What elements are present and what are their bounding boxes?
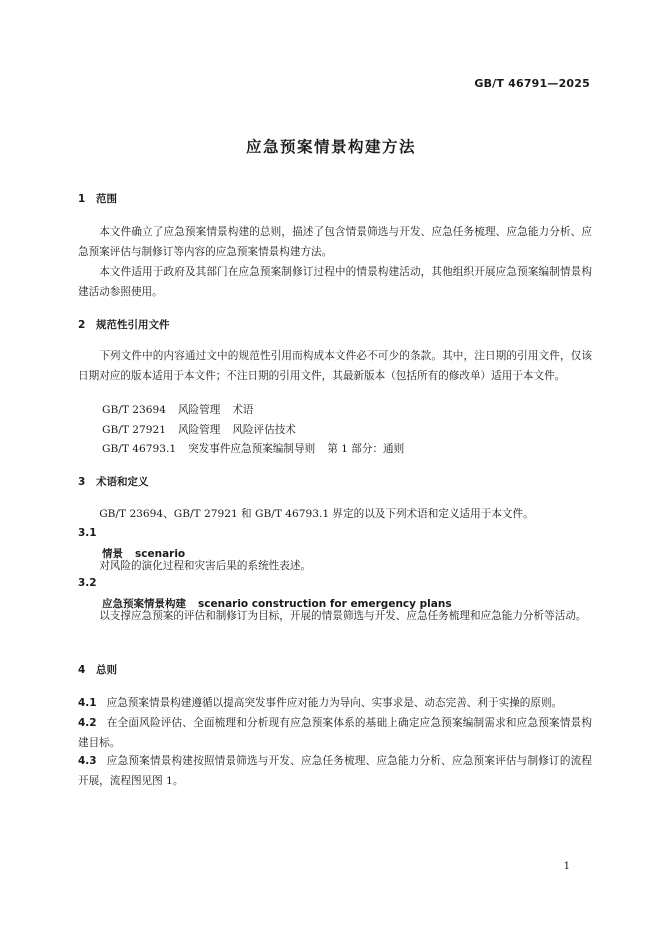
clause-4-3 [78, 751, 592, 791]
section-number: 2 [78, 319, 86, 331]
term-definition: 对风险的演化过程和灾害后果的系统性表述。 [99, 560, 312, 572]
term-definition: 以支撑应急预案的评估和制修订为目标，开展的情景筛选与开发、应急任务梳理和应急能力分析等活动。 [99, 610, 587, 622]
section-title: 术语和定义 [96, 476, 149, 488]
section-number: 1 [78, 193, 86, 205]
reference-title: 风险管理 [177, 404, 221, 416]
reference-title: 突发事件应急预案编制导则 [188, 443, 316, 455]
clause-text: 在全面风险评估、全面梳理和分析现有应急预案体系的基础上确定应急预案编制需求和应急预案情景构建目标。 [78, 717, 592, 749]
clause-4-1 [78, 693, 592, 713]
term-en: scenario [135, 548, 186, 560]
standard-code: GB/T 46791—2025 [474, 77, 590, 90]
reference-item [102, 441, 404, 456]
reference-item [102, 422, 296, 437]
clause-text: 应急预案情景构建遵循以提高突发事件应对能力为导向、实事求是、动态完善、利于实操的原则。 [106, 697, 563, 709]
clause-number: 4.3 [78, 755, 97, 767]
section-title: 范围 [96, 193, 117, 205]
reference-code: GB/T 46793.1 [102, 443, 177, 455]
section-3-heading [78, 474, 149, 489]
clause-4-2 [78, 713, 592, 753]
reference-item [102, 402, 254, 417]
reference-subtitle: 风险评估技术 [232, 424, 296, 436]
reference-code: GB/T 23694 [102, 404, 166, 416]
clause-number: 4.2 [78, 717, 97, 729]
term-en: scenario construction for emergency plans [198, 598, 452, 610]
document-title: 应急预案情景构建方法 [245, 138, 416, 156]
section-2-heading [78, 317, 170, 332]
term-number: 3.1 [78, 527, 97, 539]
reference-subtitle: 术语 [232, 404, 254, 416]
page-number: 1 [563, 861, 570, 872]
section-number: 4 [78, 664, 86, 676]
scope-paragraph-1: 本文件确立了应急预案情景构建的总则，描述了包含情景筛选与开发、应急任务梳理、应急能力分析、应急预案评估与制修订等内容的应急预案情景构建方法。 [78, 226, 592, 258]
term-number: 3.2 [78, 577, 97, 589]
section-number: 3 [78, 476, 86, 488]
reference-title: 风险管理 [177, 424, 221, 436]
clause-number: 4.1 [78, 697, 97, 709]
section-title: 总则 [96, 664, 117, 676]
clause-text: 应急预案情景构建按照情景筛选与开发、应急任务梳理、应急能力分析、应急预案评估与制修订的流程开展，流程图见图 1。 [78, 755, 592, 787]
reference-subtitle: 第 1 部分：通则 [327, 443, 405, 455]
term-zh: 情景 [102, 548, 123, 560]
section-title: 规范性引用文件 [96, 319, 170, 331]
section-1-heading [78, 191, 117, 206]
reference-code: GB/T 27921 [102, 424, 166, 436]
term-zh: 应急预案情景构建 [102, 598, 186, 610]
scope-paragraph-2: 本文件适用于政府及其部门在应急预案制修订过程中的情景构建活动，其他组织开展应急预案编制情景构建活动参照使用。 [78, 266, 592, 298]
terms-intro: GB/T 23694、GB/T 27921 和 GB/T 46793.1 界定的以及下列术语和定义适用于本文件。 [99, 508, 534, 520]
normative-refs-intro: 下列文件中的内容通过文中的规范性引用而构成本文件必不可少的条款。其中，注日期的引用文件，仅该日期对应的版本适用于本文件；不注日期的引用文件，其最新版本（包括所有的修改单）适用于本文件。 [78, 350, 592, 382]
section-4-heading [78, 662, 117, 677]
